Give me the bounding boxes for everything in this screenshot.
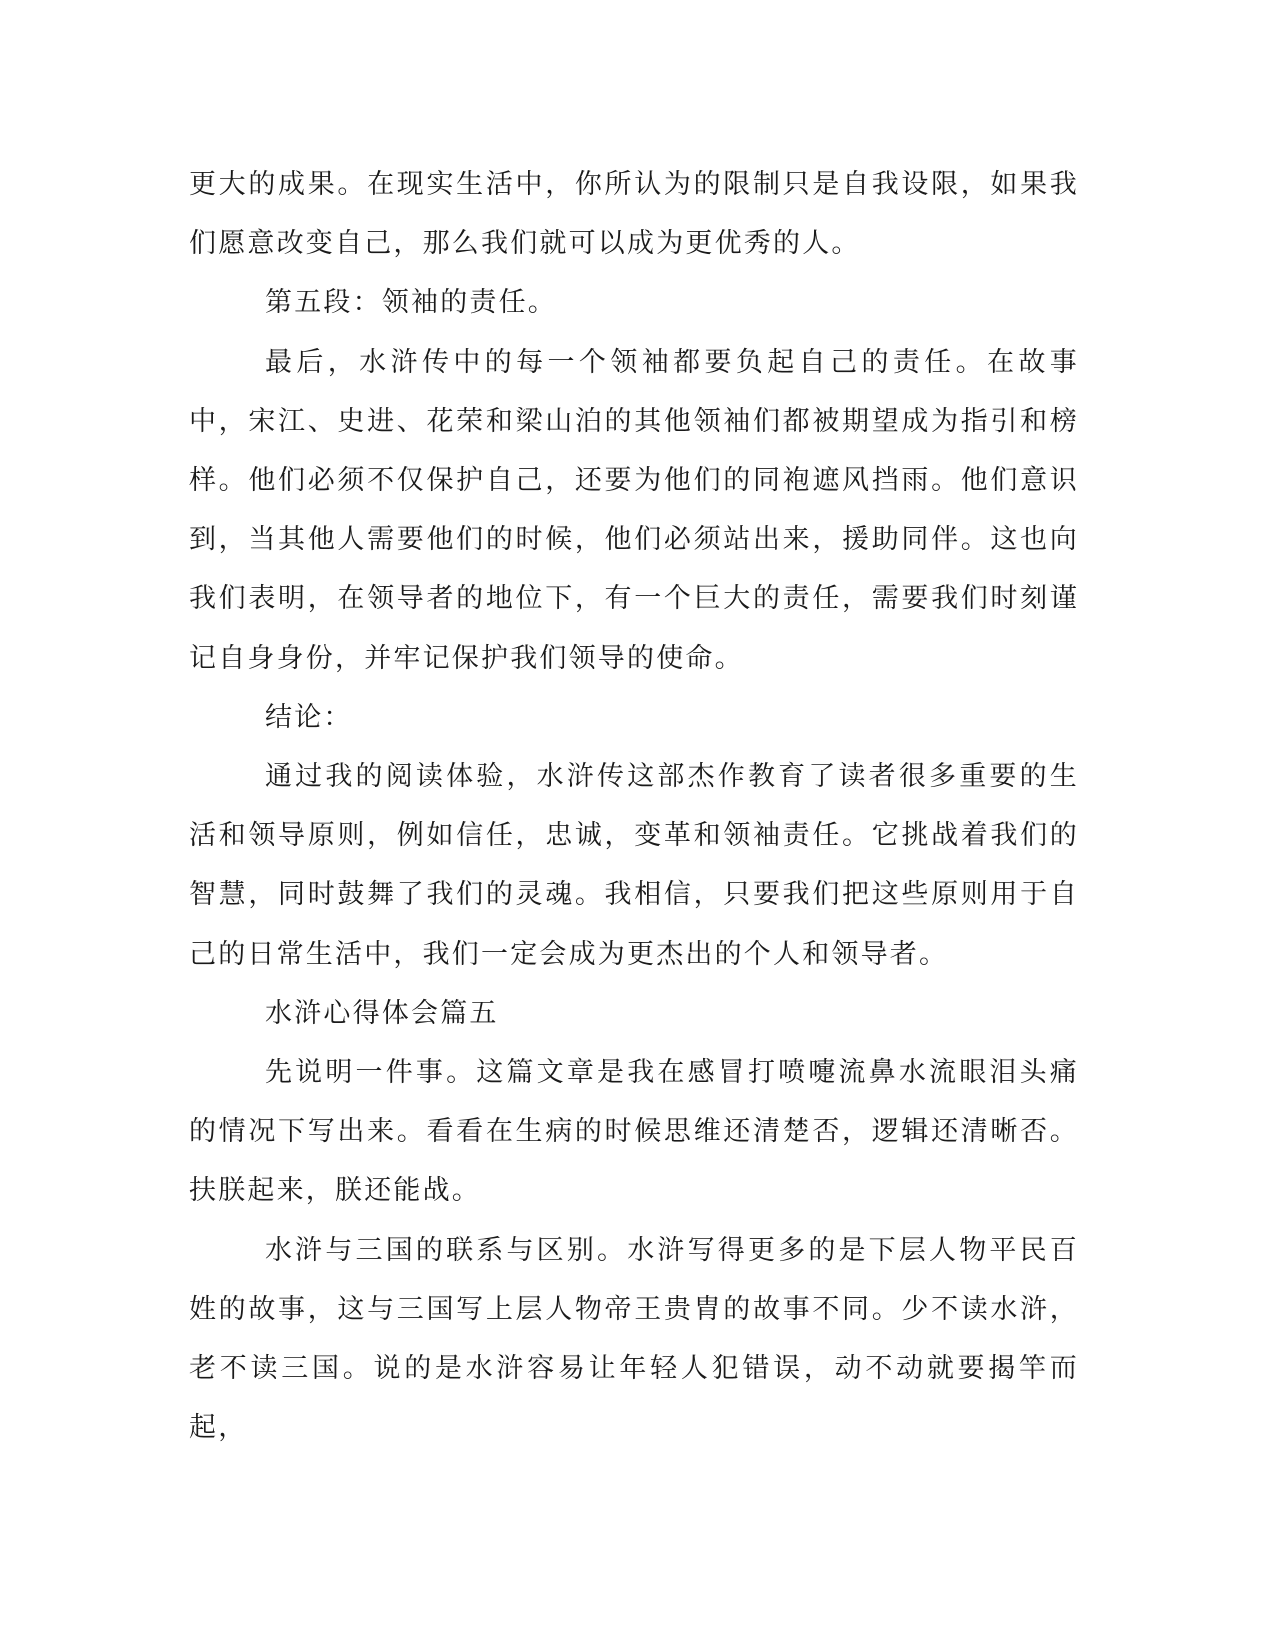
article-title-part-five: 水浒心得体会篇五 bbox=[265, 997, 499, 1029]
paragraph-comparison: 水浒与三国的联系与区别。水浒写得更多的是下层人物平民百姓的故事，这与三国写上层人物帝王贵胄的故事不同。少不读水浒，老不读三国。说的是水浒容易让年轻人犯错误，动不动就要揭竿而起， bbox=[189, 1234, 1079, 1444]
section-heading-part-five: 第五段：领袖的责任。 bbox=[265, 287, 557, 319]
paragraph-intro-note: 先说明一件事。这篇文章是我在感冒打喷嚏流鼻水流眼泪头痛的情况下写出来。看看在生病的时候思维还清楚否，逻辑还清晰否。扶朕起来，朕还能战。 bbox=[189, 1057, 1079, 1207]
document-body bbox=[189, 155, 1079, 1457]
paragraph-leadership-responsibility: 最后，水浒传中的每一个领袖都要负起自己的责任。在故事中，宋江、史进、花荣和梁山泊的其他领袖们都被期望成为指引和榜样。他们必须不仅保护自己，还要为他们的同袍遮风挡雨。他们意识到，当其他人需要他们的时候，他们必须站出来，援助同伴。这也向我们表明，在领导者的地位下，有一个巨大的责任，需要我们时刻谨记自身身份，并牢记保护我们领导的使命。 bbox=[189, 346, 1079, 674]
paragraph-conclusion: 通过我的阅读体验，水浒传这部杰作教育了读者很多重要的生活和领导原则，例如信任，忠诚，变革和领袖责任。它挑战着我们的智慧，同时鼓舞了我们的灵魂。我相信，只要我们把这些原则用于自己的日常生活中，我们一定会成为更杰出的个人和领导者。 bbox=[189, 761, 1079, 970]
paragraph-continuation: 更大的成果。在现实生活中，你所认为的限制只是自我设限，如果我们愿意改变自己，那么我们就可以成为更优秀的人。 bbox=[189, 169, 1079, 260]
section-heading-conclusion: 结论： bbox=[265, 701, 353, 733]
